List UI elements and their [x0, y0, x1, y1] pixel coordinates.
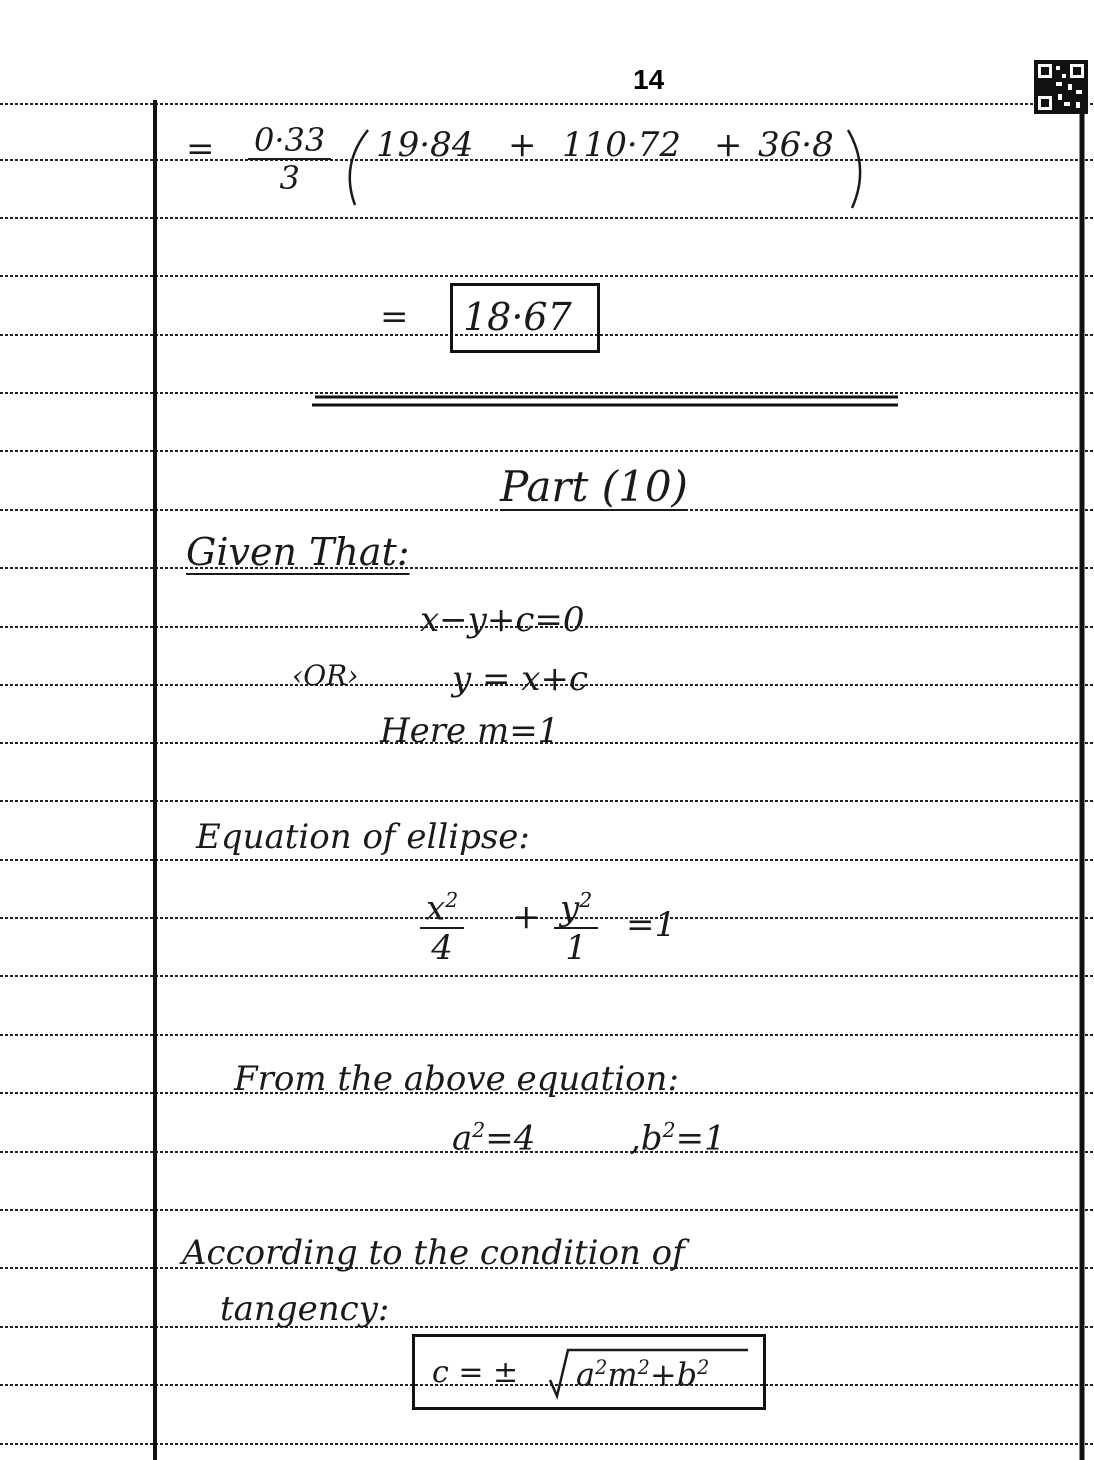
from-text: From the above equation: — [234, 1059, 679, 1099]
slope-line: Here m=1 — [380, 711, 560, 751]
formula-b-exponent: 2 — [697, 1356, 710, 1379]
given-label: Given That: — [186, 530, 410, 574]
term-1: 19·84 — [376, 125, 474, 165]
result-box — [450, 283, 600, 353]
b-variable: ,b — [630, 1118, 663, 1159]
equals-sign: = — [186, 129, 215, 169]
term-2: 110·72 — [562, 125, 681, 165]
ellipse-plus: + — [512, 897, 541, 937]
ellipse-x-exponent: 2 — [445, 888, 459, 912]
formula-a-exponent: 2 — [595, 1356, 608, 1379]
formula-c: c = ± — [432, 1355, 519, 1390]
ellipse-x: x — [426, 888, 446, 929]
plus-sign-1: + — [508, 125, 537, 165]
equals-sign-2: = — [380, 297, 409, 337]
result-value: 18·67 — [463, 295, 572, 339]
ellipse-x-fraction — [420, 888, 464, 969]
term-3: 36·8 — [758, 125, 834, 165]
ellipse-y-fraction — [554, 888, 598, 969]
a-squared — [452, 1118, 536, 1159]
fraction-denominator: 3 — [279, 159, 300, 197]
ellipse-x-denominator: 4 — [431, 928, 453, 969]
a-exponent: 2 — [472, 1118, 486, 1142]
ellipse-equals-one: =1 — [626, 905, 677, 945]
formula-radicand — [576, 1355, 710, 1394]
ellipse-y-denominator: 1 — [565, 928, 587, 969]
a-variable: a — [452, 1118, 473, 1159]
plus-sign-2: + — [714, 125, 743, 165]
fraction — [248, 121, 331, 197]
formula-a: a — [576, 1355, 596, 1394]
formula-m-exponent: 2 — [637, 1356, 650, 1379]
fraction-numerator: 0·33 — [254, 121, 326, 159]
ellipse-y: y — [560, 888, 580, 929]
or-label: ‹OR› — [292, 659, 359, 692]
page-number: 14 — [633, 64, 665, 95]
equation-line-2: y = x+c — [452, 659, 589, 699]
b-exponent: 2 — [662, 1118, 676, 1142]
tangency-text: According to the condition of — [182, 1233, 685, 1273]
equation-line-1: x−y+c=0 — [420, 600, 585, 640]
formula-plus-b: +b — [649, 1355, 698, 1394]
a-value: =4 — [485, 1118, 536, 1159]
tangency-text-2: tangency: — [220, 1289, 390, 1329]
ellipse-y-exponent: 2 — [579, 888, 593, 912]
b-value: =1 — [675, 1118, 726, 1159]
formula-m: m — [607, 1355, 638, 1394]
ellipse-label: Equation of ellipse: — [196, 817, 530, 857]
b-squared — [630, 1118, 726, 1159]
part-heading: Part (10) — [500, 462, 688, 511]
qr-code-icon — [1034, 60, 1088, 114]
